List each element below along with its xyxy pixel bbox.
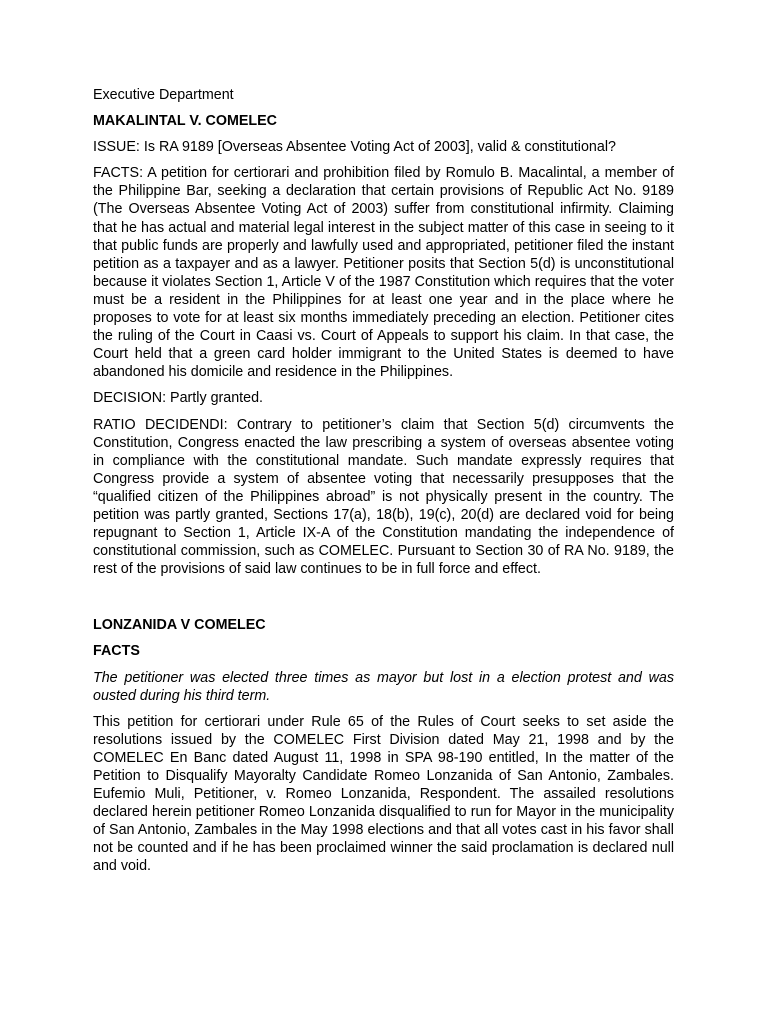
case-title-lonzanida: LONZANIDA V COMELEC	[93, 617, 266, 634]
decision-paragraph: DECISION: Partly granted.	[93, 390, 264, 407]
case-title-makalintal: MAKALINTAL V. COMELEC	[93, 113, 278, 130]
section-spacer	[93, 586, 674, 616]
issue-paragraph: ISSUE: Is RA 9189 [Overseas Absentee Voting Act of 2003], valid & constitutional?	[93, 139, 616, 156]
document-page	[93, 86, 674, 884]
facts-heading: FACTS	[93, 643, 140, 660]
ratio-paragraph: RATIO DECIDENDI: Contrary to petitioner’s claim that Section 5(d) circumvents the Constitution, Congress enacted the law prescribing a system of overseas absentee voting in compliance with the constitutional mandate. Such mandate expressly requires that Congress provide a system of absentee voting that necessarily presupposes that the “qualified citizen of the Philippines abroad” is not physically present in the country. The petition was partly granted, Sections 17(a), 18(b), 19(c), 20(d) are declared void for being repugnant to Section 1, Article IX-A of the Constitution mandating the independence of constitutional commission, such as COMELEC. Pursuant to Section 30 of RA No. 9189, the rest of the provisions of said law continues to be in full force and effect.	[93, 416, 674, 578]
facts-paragraph: FACTS: A petition for certiorari and prohibition filed by Romulo B. Macalintal, a member of the Philippine Bar, seeking a declaration that certain provisions of Republic Act No. 9189 (The Overseas Absentee Voting Act of 2003) suffer from constitutional infirmity. Claiming that he has actual and material legal interest in the subject matter of this case in seeing to it that public funds are properly and lawfully used and appropriated, petitioner filed the instant petition as a taxpayer and as a lawyer. Petitioner posits that Section 5(d) is unconstitutional because it violates Section 1, Article V of the 1987 Constitution which requires that the voter must be a resident in the Philippines for at least one year and in the place where he proposes to vote for at least six months immediately preceding an election. Petitioner cites the ruling of the Court in Caasi vs. Court of Appeals to support his claim. In that case, the Court held that a green card holder immigrant to the United States is deemed to have abandoned his domicile and residence in the Philippines.	[93, 165, 674, 381]
lonzanida-body: This petition for certiorari under Rule 65 of the Rules of Court seeks to set aside the resolutions issued by the COMELEC First Division dated May 21, 1998 and by the COMELEC En Banc dated August 11, 1998 in SPA 98-190 entitled, In the matter of the Petition to Disqualify Mayoralty Candidate Romeo Lonzanida of San Antonio, Zambales. Eufemio Muli, Petitioner, v. Romeo Lonzanida, Respondent. The assailed resolutions declared herein petitioner Romeo Lonzanida disqualified to run for Mayor in the municipality of San Antonio, Zambales in the May 1998 elections and that all votes cast in his favor shall not be counted and if he has been proclaimed winner the said proclamation is declared null and void.	[93, 713, 674, 875]
section-heading: Executive Department	[93, 87, 234, 103]
case-summary: The petitioner was elected three times as mayor but lost in a election protest and was ousted during his third term.	[93, 669, 674, 704]
